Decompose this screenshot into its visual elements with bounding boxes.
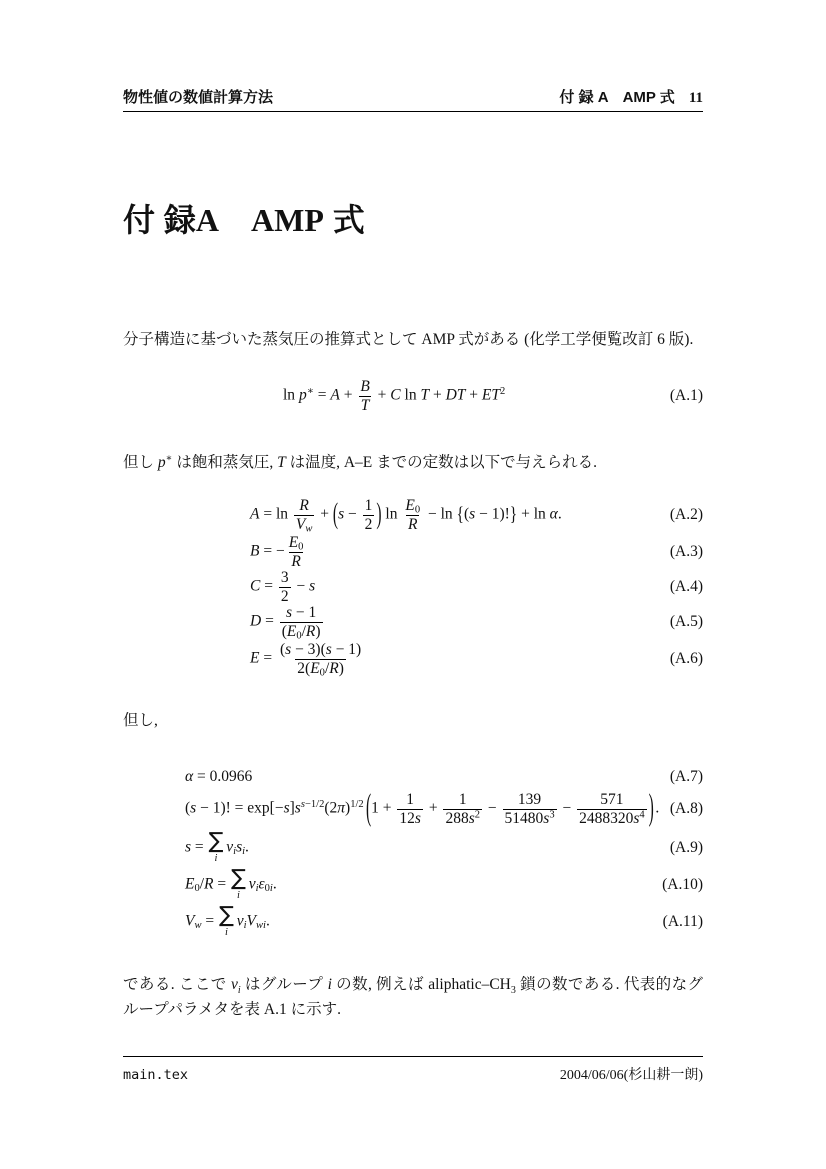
math-token: π (337, 799, 346, 817)
equation-number: (A.7) (669, 768, 703, 785)
math-token: ( (281, 622, 287, 640)
equation-body (123, 868, 277, 902)
math-token: w (194, 920, 202, 932)
equation-row-A.4 (123, 570, 703, 604)
math-token: 2( (297, 659, 311, 677)
summation-icon (231, 868, 246, 902)
math-token: 2 (280, 587, 289, 605)
math-token: + (316, 505, 333, 523)
math-token (279, 569, 291, 605)
header-rule (123, 111, 703, 112)
math-token: wi (255, 920, 266, 932)
math-token: i (233, 846, 237, 858)
math-token: R (299, 497, 309, 515)
math-token: i (214, 853, 218, 865)
math-token: 2 (474, 809, 481, 821)
outro-text: の数, 例えば aliphatic–CH (331, 975, 511, 993)
math-token (639, 809, 644, 820)
math-token: / (301, 622, 306, 640)
math-token: s (633, 809, 640, 827)
math-token: i (243, 920, 247, 932)
math-token: ln (400, 386, 421, 404)
math-token: 51480 (504, 809, 544, 827)
math-token (294, 497, 315, 533)
intro-paragraph: 分子構造に基づいた蒸気圧の推算式として AMP 式がある (化学工学便覧改訂 6 版). (123, 330, 694, 348)
math-token (265, 883, 273, 894)
math-token (350, 799, 363, 810)
math-token: ( (185, 799, 191, 817)
math-token (280, 604, 323, 640)
footer-filename: main.tex (123, 1067, 189, 1083)
equation-number: (A.10) (662, 876, 703, 893)
math-token: s (285, 641, 292, 659)
math-token: / (199, 875, 205, 893)
math-token: D (250, 612, 262, 630)
math-token: = (213, 875, 231, 893)
header-running-title: 物性値の数値計算方法 (123, 89, 274, 106)
math-token: / (324, 659, 330, 677)
math-token: R (329, 659, 339, 677)
equation-number: (A.4) (669, 578, 703, 595)
math-token: V (295, 515, 306, 533)
equation-number: (A.8) (669, 800, 703, 817)
equation-number: (A.3) (669, 543, 703, 560)
math-token: 0 (319, 667, 325, 679)
big-delimiter: { (456, 503, 464, 526)
math-token: α (185, 768, 194, 785)
math-token: −1/2 (304, 799, 325, 811)
equation-number: (A.9) (669, 839, 703, 856)
equation-row-A.5 (123, 604, 703, 640)
math-token: − 1)! = exp[− (196, 799, 284, 817)
math-token (577, 791, 647, 827)
chapter-title-jp-prefix: 付 録 (123, 202, 196, 238)
math-token (397, 791, 423, 827)
math-token: = 0.0966 (193, 768, 253, 785)
math-token: s (283, 799, 290, 817)
math-token: s (469, 505, 476, 523)
math-token (307, 386, 314, 397)
math-token: (2 (324, 799, 338, 817)
math-token: 0 (264, 883, 270, 895)
math-token: − (344, 505, 361, 523)
math-token (256, 920, 266, 931)
outro-text: 鎖の数である. 代表的なグループパラメタを表 A.1 に示す. (123, 975, 703, 1019)
equation-group-2 (123, 496, 703, 678)
math-token (443, 791, 482, 827)
math-token: ln (381, 505, 402, 523)
math-token: s (325, 641, 332, 659)
math-token: C (390, 386, 401, 404)
math-token: s (309, 577, 316, 595)
math-token: R (291, 552, 301, 570)
math-token: E (288, 534, 299, 552)
sigma-glyph: ∑ (231, 866, 246, 892)
math-token: T (420, 386, 430, 404)
math-token: E (286, 622, 297, 640)
math-token: 2 (500, 386, 506, 398)
math-token: = (191, 838, 208, 856)
chapter-title-letter: A (195, 202, 220, 238)
math-token: . (245, 838, 249, 856)
chapter-title (123, 198, 703, 242)
equation-row-A.3 (123, 534, 703, 570)
equation-body (123, 831, 249, 865)
math-token: + (373, 386, 391, 404)
math-token: A (330, 386, 340, 404)
math-token: − (292, 577, 310, 595)
math-token (549, 809, 554, 820)
big-delimiter: } (509, 503, 518, 526)
header-appendix-label: 付 録 A (559, 89, 609, 106)
math-token: = (313, 386, 331, 404)
header-appendix-title: AMP 式 (622, 89, 675, 106)
sum-limit (215, 854, 218, 865)
outro-text: はグループ (240, 975, 328, 993)
equation-row-A.10 (123, 866, 703, 904)
math-token: i (255, 883, 259, 895)
outro-text: である. ここで (123, 975, 231, 993)
sum-limit (237, 891, 240, 902)
math-token: 0 (298, 541, 304, 553)
header-right (559, 86, 703, 107)
math-token: . (272, 875, 277, 893)
math-token: A (250, 505, 260, 523)
page-header (123, 86, 703, 107)
math-token: 1 (364, 497, 373, 515)
math-token: i (269, 883, 273, 895)
math-token (500, 386, 505, 397)
math-token: 3 (280, 569, 289, 587)
math-token (403, 497, 422, 533)
math-token: s (338, 505, 345, 523)
ch3-subscript: 3 (510, 984, 516, 996)
note-text: は飽和蒸気圧, (172, 453, 278, 471)
math-token: E (310, 659, 320, 677)
math-token: ] (289, 799, 295, 817)
math-token: ( (279, 641, 286, 659)
math-token: = (201, 912, 218, 930)
math-token: s (190, 799, 197, 817)
math-token: + ln (517, 505, 550, 523)
math-token: ) (345, 799, 351, 817)
equation-row-A.7 (123, 766, 703, 788)
math-token: 1/2 (350, 799, 364, 811)
math-token: 0 (414, 504, 421, 516)
math-token: ET (481, 386, 500, 404)
math-token: 1 (458, 791, 467, 809)
math-token: + (424, 799, 442, 817)
var-p: p (157, 453, 166, 471)
math-token: DT (445, 386, 466, 404)
math-token: s (236, 838, 243, 856)
equation-body (123, 788, 660, 829)
math-token: ν (226, 838, 234, 856)
equation-row-A.9 (123, 830, 703, 866)
math-token (287, 534, 306, 570)
math-token: ( (463, 505, 470, 523)
math-token: C (250, 577, 261, 595)
var-i: i (327, 975, 332, 993)
summation-icon (219, 905, 234, 939)
outro-paragraph (123, 975, 703, 1020)
math-token: 288 (445, 809, 469, 827)
math-token: + (465, 386, 482, 404)
math-token (358, 378, 371, 414)
math-token: 571 (600, 791, 624, 809)
math-token: − (484, 799, 501, 817)
math-token: B (360, 378, 370, 396)
math-token: . (265, 912, 270, 930)
math-token: E (250, 649, 260, 667)
math-token: R (305, 622, 316, 640)
math-token: ε (258, 875, 265, 893)
equation-group-3 (123, 766, 703, 940)
math-token: V (246, 912, 256, 930)
math-token: − 1) (331, 641, 362, 659)
math-token: s (414, 809, 421, 827)
math-token: s (543, 809, 550, 827)
math-token (301, 799, 325, 810)
math-token: ) (315, 622, 321, 640)
note-text: は温度, A–E までの定数は以下で与えられる. (285, 453, 597, 471)
math-token: w (305, 523, 313, 535)
equation-body (123, 604, 325, 640)
math-token (305, 523, 312, 534)
var-p-star: ∗ (165, 452, 173, 464)
tadashi-paragraph: 但し, (123, 711, 158, 729)
equation-body (123, 641, 365, 677)
math-token: ) (338, 659, 344, 677)
equation-body (123, 378, 505, 414)
math-token: + (429, 386, 446, 404)
equation-group-1 (123, 376, 703, 416)
math-token: E (185, 875, 195, 893)
footer-rule (123, 1056, 703, 1057)
math-token (363, 497, 375, 533)
math-token: = (259, 649, 276, 667)
sum-limit (225, 928, 228, 939)
math-token: = − (259, 542, 285, 560)
math-token: + (339, 386, 357, 404)
equation-body (123, 497, 562, 533)
page-number: 11 (688, 90, 703, 106)
math-token: R (407, 515, 418, 533)
math-token: . (655, 799, 660, 817)
math-token: s (294, 799, 301, 817)
equation-number: (A.2) (669, 506, 703, 523)
math-token: i (242, 846, 246, 858)
math-token: 1 (406, 791, 415, 809)
big-delimiter: ( (332, 498, 339, 531)
math-token: s (468, 809, 475, 827)
sigma-glyph: ∑ (219, 903, 234, 929)
math-token: 0 (296, 630, 302, 642)
equation-number: (A.1) (669, 387, 703, 404)
equation-body (123, 768, 252, 786)
math-token: s (285, 604, 293, 622)
math-token: 2488320 (579, 809, 634, 827)
math-token (278, 641, 363, 677)
math-token: − 3)( (291, 641, 326, 659)
math-token: 139 (517, 791, 542, 809)
math-token: 12 (399, 809, 415, 827)
math-token: . (557, 505, 562, 523)
math-token: ∗ (306, 386, 314, 398)
math-token: s (185, 838, 192, 856)
equation-row-A.6 (123, 640, 703, 678)
math-token: α (549, 505, 558, 523)
equation-row-A.8 (123, 788, 703, 830)
math-token: p (298, 386, 307, 404)
equation-body (123, 905, 270, 939)
math-token: ν (236, 912, 244, 930)
chapter-title-latin: AMP (251, 202, 324, 238)
sigma-glyph: ∑ (208, 829, 224, 855)
constants-note-paragraph (123, 449, 703, 473)
big-delimiter: ( (365, 788, 372, 829)
equation-row-A.11 (123, 904, 703, 940)
equation-number: (A.11) (662, 913, 703, 930)
math-token: 2 (364, 515, 373, 533)
math-token: i (224, 927, 228, 939)
math-token: B (250, 542, 260, 560)
math-token: 4 (639, 809, 645, 821)
var-T: T (277, 453, 286, 471)
math-token (503, 791, 557, 827)
math-token: 3 (549, 809, 555, 821)
footer-date-author: 2004/06/06(杉山耕一朗) (559, 1068, 703, 1083)
math-token (475, 809, 480, 820)
math-token: i (236, 890, 240, 902)
math-token: V (185, 912, 195, 930)
math-token: 0 (194, 883, 200, 895)
math-token: − 1 (292, 604, 317, 622)
chapter-title-jp-suffix: 式 (332, 202, 365, 238)
summation-icon (209, 831, 224, 865)
equation-row-A.2 (123, 496, 703, 534)
page-footer (123, 1064, 703, 1084)
math-token: s (300, 799, 305, 811)
var-nu-sub: i (237, 984, 241, 996)
math-token: = (260, 577, 277, 595)
equation-number: (A.5) (669, 613, 703, 630)
equation-body (123, 569, 315, 605)
math-token: R (204, 875, 214, 893)
math-token: = (261, 612, 278, 630)
equation-body (123, 534, 307, 570)
math-token: T (360, 396, 370, 414)
math-token: − 1)! (475, 505, 510, 523)
math-token: E (405, 497, 415, 515)
math-token: ln (283, 386, 299, 404)
equation-number: (A.6) (669, 650, 703, 667)
math-token (194, 920, 201, 931)
math-token: − (558, 799, 576, 817)
math-token: 1 + (371, 799, 396, 817)
var-nu: ν (230, 975, 238, 993)
note-text: 但し (123, 453, 158, 471)
equation-row-A.1 (123, 376, 703, 416)
big-delimiter: ) (648, 788, 654, 829)
math-token: = ln (259, 505, 292, 523)
big-delimiter: ) (376, 498, 382, 531)
math-token: − ln (424, 505, 457, 523)
math-token: ν (248, 875, 256, 893)
